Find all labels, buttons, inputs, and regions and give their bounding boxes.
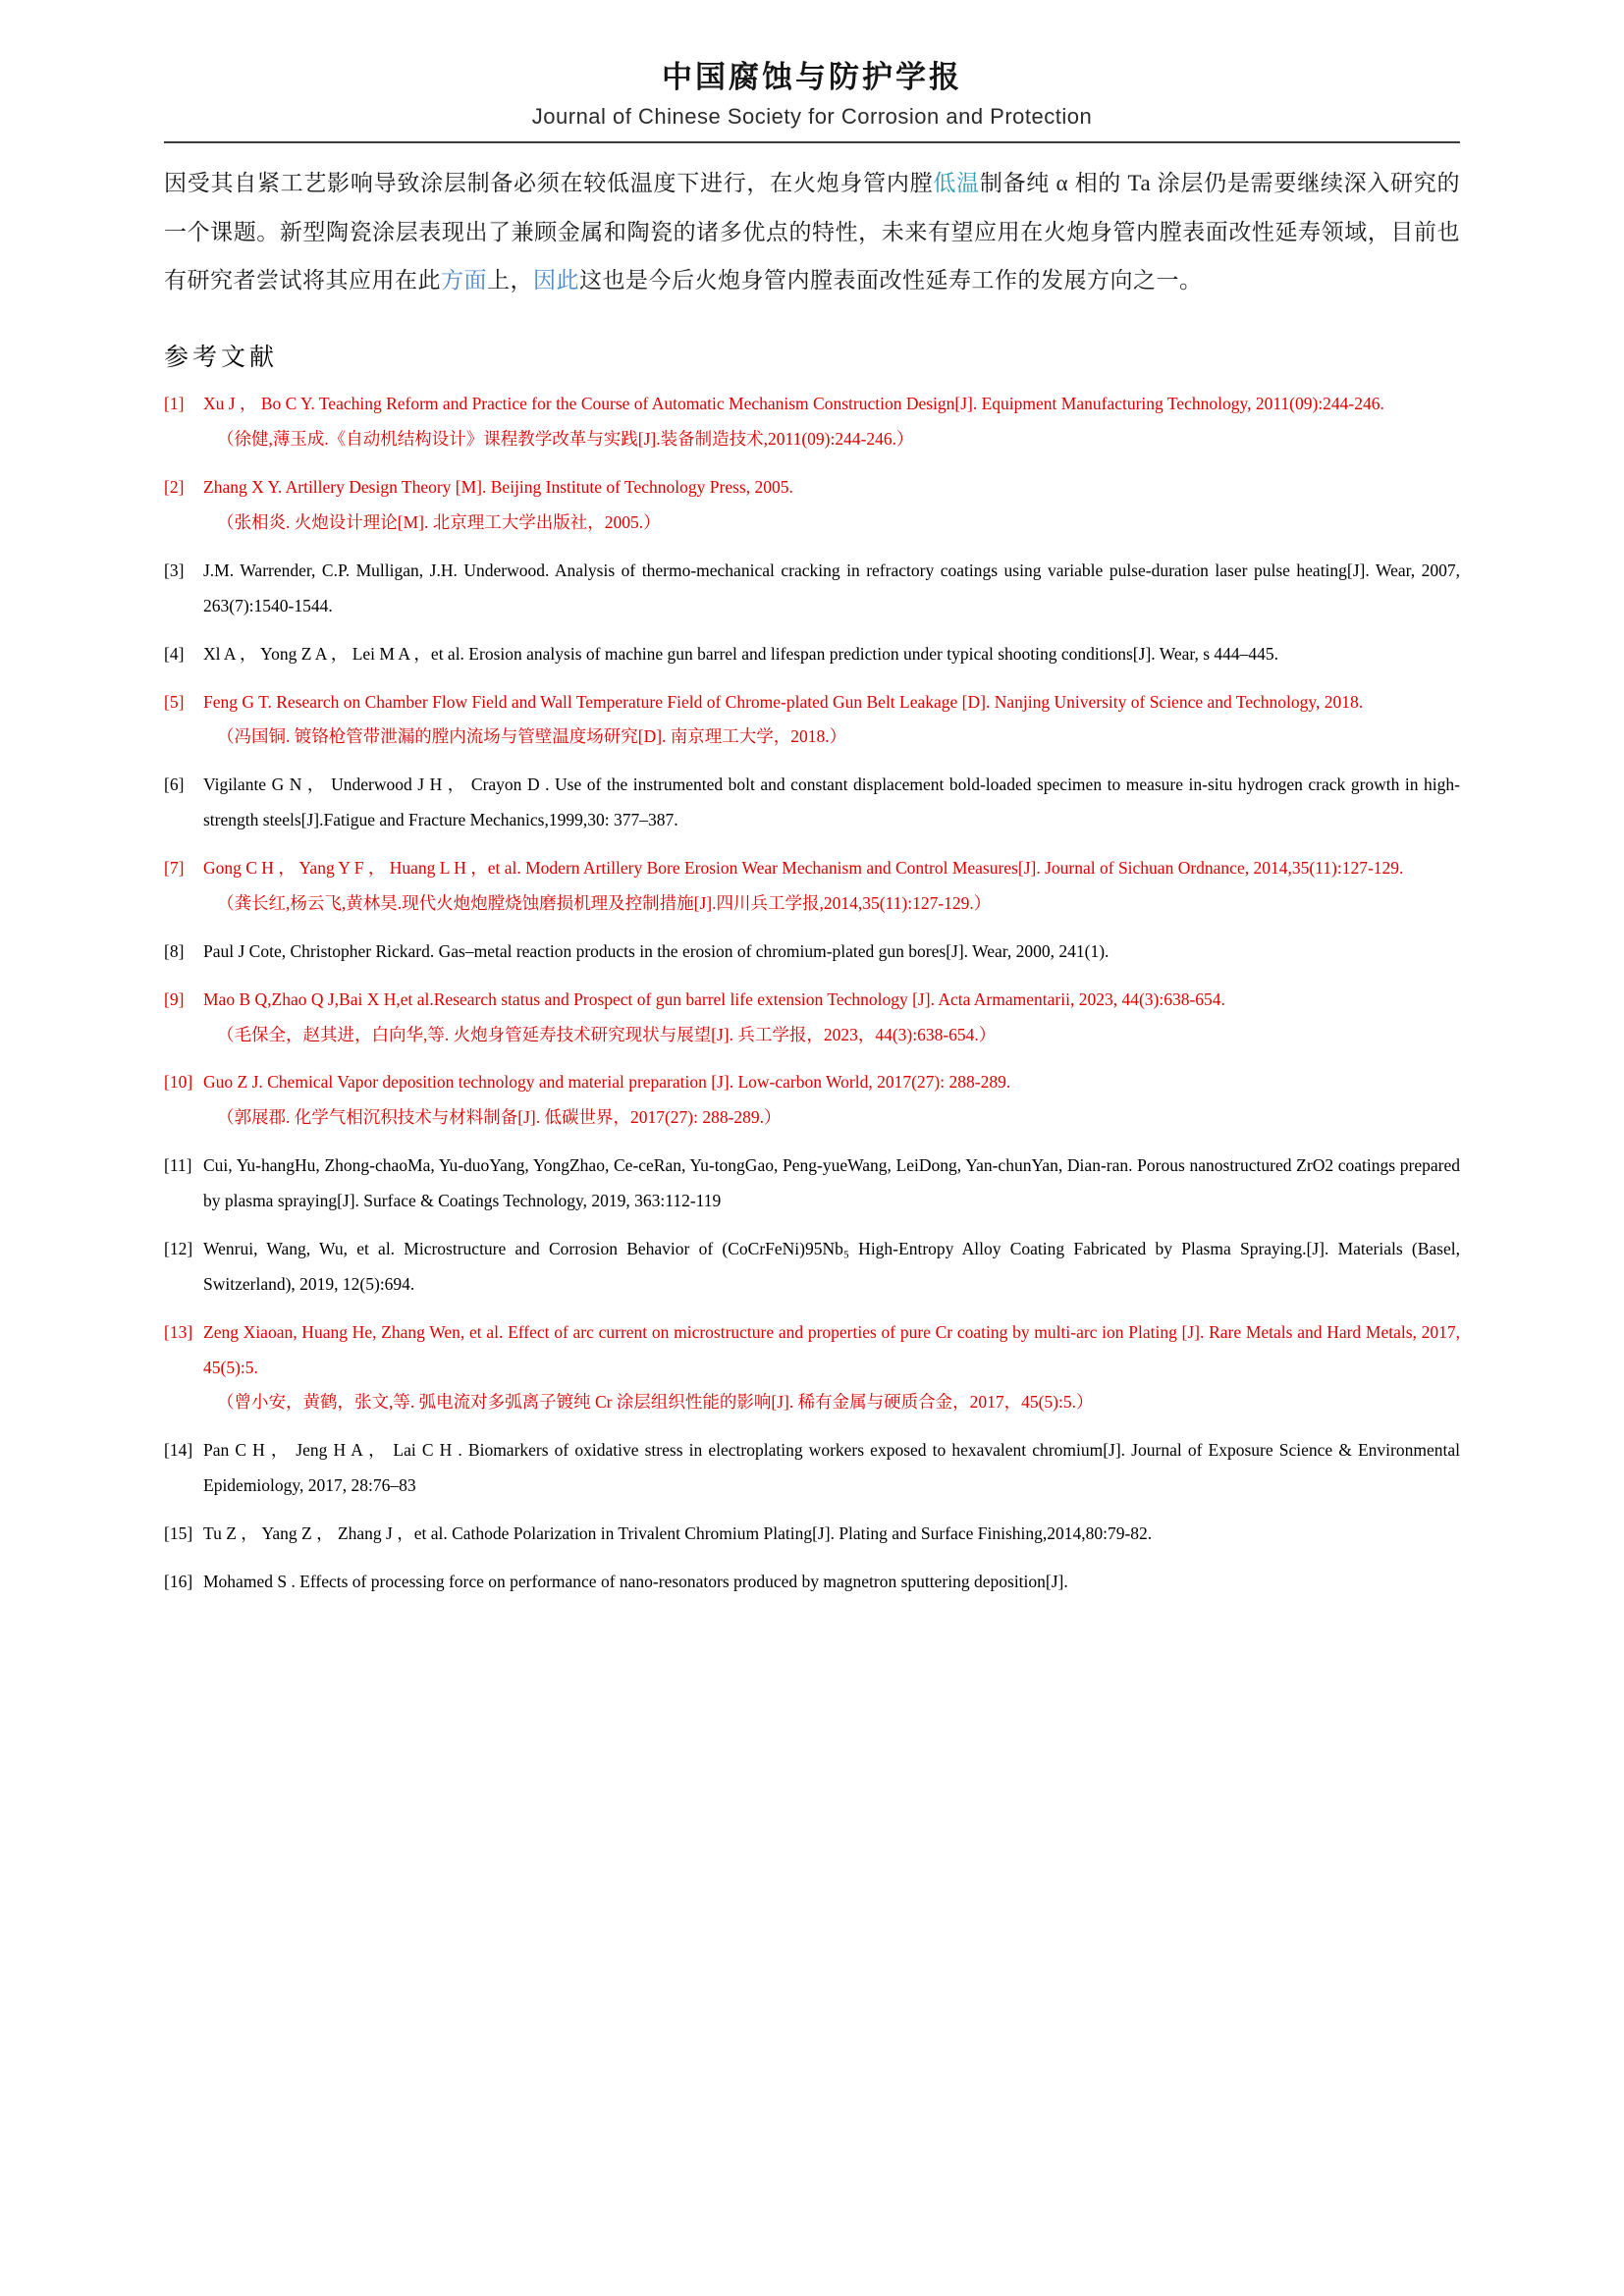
reference-item [164,1565,1460,1600]
reference-item [164,1065,1460,1136]
reference-text: Mao B Q,Zhao Q J,Bai X H,et al.Research status and Prospect of gun barrel life extension Technology [J]. Acta Armamentarii, 2023, 44(3):638-654. [203,988,1225,1009]
reference-text: Vigilante G N ， Underwood J H ， Crayon D . Use of the instrumented bolt and constant displacement bold-loaded specimen to measure in-situ hydrogen crack growth in high-strength steels[J].Fatigue and Fracture Mechanics,1999,30: 377–387. [203,774,1460,830]
reference-item [164,983,1460,1053]
reference-item [164,1232,1460,1303]
reference-translation: （徐健,薄玉成.《自动机结构设计》课程教学改革与实践[J].装备制造技术,2011(09):244-246.） [217,429,914,450]
reference-number: [4] [164,643,185,664]
reference-number: [2] [164,477,185,498]
reference-text: Xl A ， Yong Z A ， Lei M A ，et al. Erosion analysis of machine gun barrel and lifespan prediction under typical shooting conditions[J]. Wear, s 444–445. [203,643,1279,664]
reference-number: [8] [164,940,185,961]
highlighted-term-low-temperature: 低温 [933,171,980,196]
reference-text: Paul J Cote, Christopher Rickard. Gas–metal reaction products in the erosion of chromium-plated gun bores[J]. Wear, 2000, 241(1). [203,940,1110,961]
references-list [164,387,1460,1599]
reference-text: Xu J ， Bo C Y. Teaching Reform and Practice for the Course of Automatic Mechanism Construction Design[J]. Equipment Manufacturing Technology, 2011(09):244-246. [203,394,1384,414]
reference-item [164,1517,1460,1552]
reference-translation: （曾小安，黄鹤，张文,等. 弧电流对多弧离子镀纯 Cr 涂层组织性能的影响[J]. 稀有金属与硬质合金，2017，45(5):5.） [217,1392,1094,1413]
journal-title-chinese: 中国腐蚀与防护学报 [662,60,962,94]
references-heading: 参考文献 [164,345,279,372]
journal-title-english: Journal of Chinese Society for Corrosion and Protection [531,103,1093,129]
highlighted-term-aspect: 方面 [441,268,487,294]
reference-number: [5] [164,691,185,712]
reference-item [164,554,1460,624]
reference-item [164,637,1460,672]
highlighted-term-therefore: 因此 [533,268,579,294]
reference-text: Mohamed S . Effects of processing force on performance of nano-resonators produced by magnetron sputtering deposition[J]. [203,1571,1068,1591]
reference-translation: （毛保全，赵其进，白向华,等. 火炮身管延寿技术研究现状与展望[J]. 兵工学报，2023，44(3):638-654.） [217,1024,997,1044]
reference-text: Feng G T. Research on Chamber Flow Field and Wall Temperature Field of Chrome-plated Gun Belt Leakage [D]. Nanjing University of Science and Technology, 2018. [203,691,1364,712]
reference-text: Wenrui, Wang, Wu, et al. Microstructure and Corrosion Behavior of (CoCrFeNi)95Nb₅ High-Entropy Alloy Coating Fabricated by Plasma Spraying.[J]. Materials (Basel, Switzerland), 2019, 12(5):694. [203,1238,1460,1294]
body-paragraph [164,159,1460,304]
reference-item [164,387,1460,457]
reference-item [164,851,1460,922]
reference-translation: （龚长红,杨云飞,黄林昊.现代火炮炮膛烧蚀磨损机理及控制措施[J].四川兵工学报,2014,35(11):127-129.） [217,892,992,913]
reference-text: J.M. Warrender, C.P. Mulligan, J.H. Underwood. Analysis of thermo-mechanical cracking in refractory coatings using variable pulse-duration laser pulse heating[J]. Wear, 2007, 263(7):1540-1544. [203,560,1460,615]
reference-text: Zhang X Y. Artillery Design Theory [M]. Beijing Institute of Technology Press, 2005. [203,477,793,498]
paragraph-segment: 这也是今后火炮身管内膛表面改性延寿工作的发展方向之一。 [579,268,1203,294]
reference-translation: （张相炎. 火炮设计理论[M]. 北京理工大学出版社，2005.） [217,512,661,533]
reference-number: [10] [164,1072,193,1093]
reference-text: Pan C H ， Jeng H A ， Lai C H . Biomarkers of oxidative stress in electroplating workers exposed to hexavalent chromium[J]. Journal of Exposure Science & Environmental Epidemiology, 2017, 28:76–83 [203,1440,1460,1496]
reference-item [164,1433,1460,1504]
reference-translation: （冯国铜. 镀铬枪管带泄漏的膛内流场与管壁温度场研究[D]. 南京理工大学，2018.） [217,726,847,747]
reference-translation: （郭展郡. 化学气相沉积技术与材料制备[J]. 低碳世界，2017(27): 288-289.） [217,1107,782,1128]
reference-number: [7] [164,858,185,879]
reference-number: [12] [164,1238,193,1258]
paragraph-segment: 制备纯 α 相的 Ta 涂层仍是需要继续深入研究的一个课题。新型陶瓷涂层表现出了兼顾金属和陶瓷的诸多优点的特性，未来有望应用在火炮身管内膛表面改性延寿领域，目前也有研究者尝试将其应用在此 [164,171,1461,294]
reference-number: [6] [164,774,185,795]
reference-text: Guo Z J. Chemical Vapor deposition technology and material preparation [J]. Low-carbon World, 2017(27): 288-289. [203,1072,1011,1093]
reference-text: Zeng Xiaoan, Huang He, Zhang Wen, et al. Effect of arc current on microstructure and properties of pure Cr coating by multi-arc ion Plating [J]. Rare Metals and Hard Metals, 2017, 45(5):5. [203,1321,1460,1377]
reference-number: [14] [164,1440,193,1461]
journal-header [164,59,1460,143]
reference-item [164,1315,1460,1421]
header-divider [164,141,1460,143]
reference-item [164,934,1460,970]
reference-text: Gong C H ， Yang Y F ， Huang L H ，et al. Modern Artillery Bore Erosion Wear Mechanism and Control Measures[J]. Journal of Sichuan Ordnance, 2014,35(11):127-129. [203,858,1404,879]
reference-number: [13] [164,1321,193,1342]
reference-item [164,768,1460,838]
reference-item [164,685,1460,756]
paragraph-segment: 上， [487,268,533,294]
reference-text: Tu Z ， Yang Z ， Zhang J ，et al. Cathode Polarization in Trivalent Chromium Plating[J]. Plating and Surface Finishing,2014,80:79-82. [203,1523,1153,1544]
reference-number: [9] [164,988,185,1009]
reference-number: [1] [164,394,185,414]
paragraph-segment: 因受其自紧工艺影响导致涂层制备必须在较低温度下进行，在火炮身管内膛 [164,171,934,196]
reference-item [164,1148,1460,1219]
reference-number: [3] [164,560,185,580]
reference-item [164,470,1460,541]
reference-number: [11] [164,1155,192,1176]
reference-number: [15] [164,1523,193,1544]
reference-text: Cui, Yu-hangHu, Zhong-chaoMa, Yu-duoYang, YongZhao, Ce-ceRan, Yu-tongGao, Peng-yueWang, LeiDong, Yan-chunYan, Dian-ran. Porous nanostructured ZrO2 coatings prepared by plasma spraying[J]. Surface & Coatings Technology, 2019, 363:112-119 [203,1155,1460,1211]
reference-number: [16] [164,1571,193,1591]
